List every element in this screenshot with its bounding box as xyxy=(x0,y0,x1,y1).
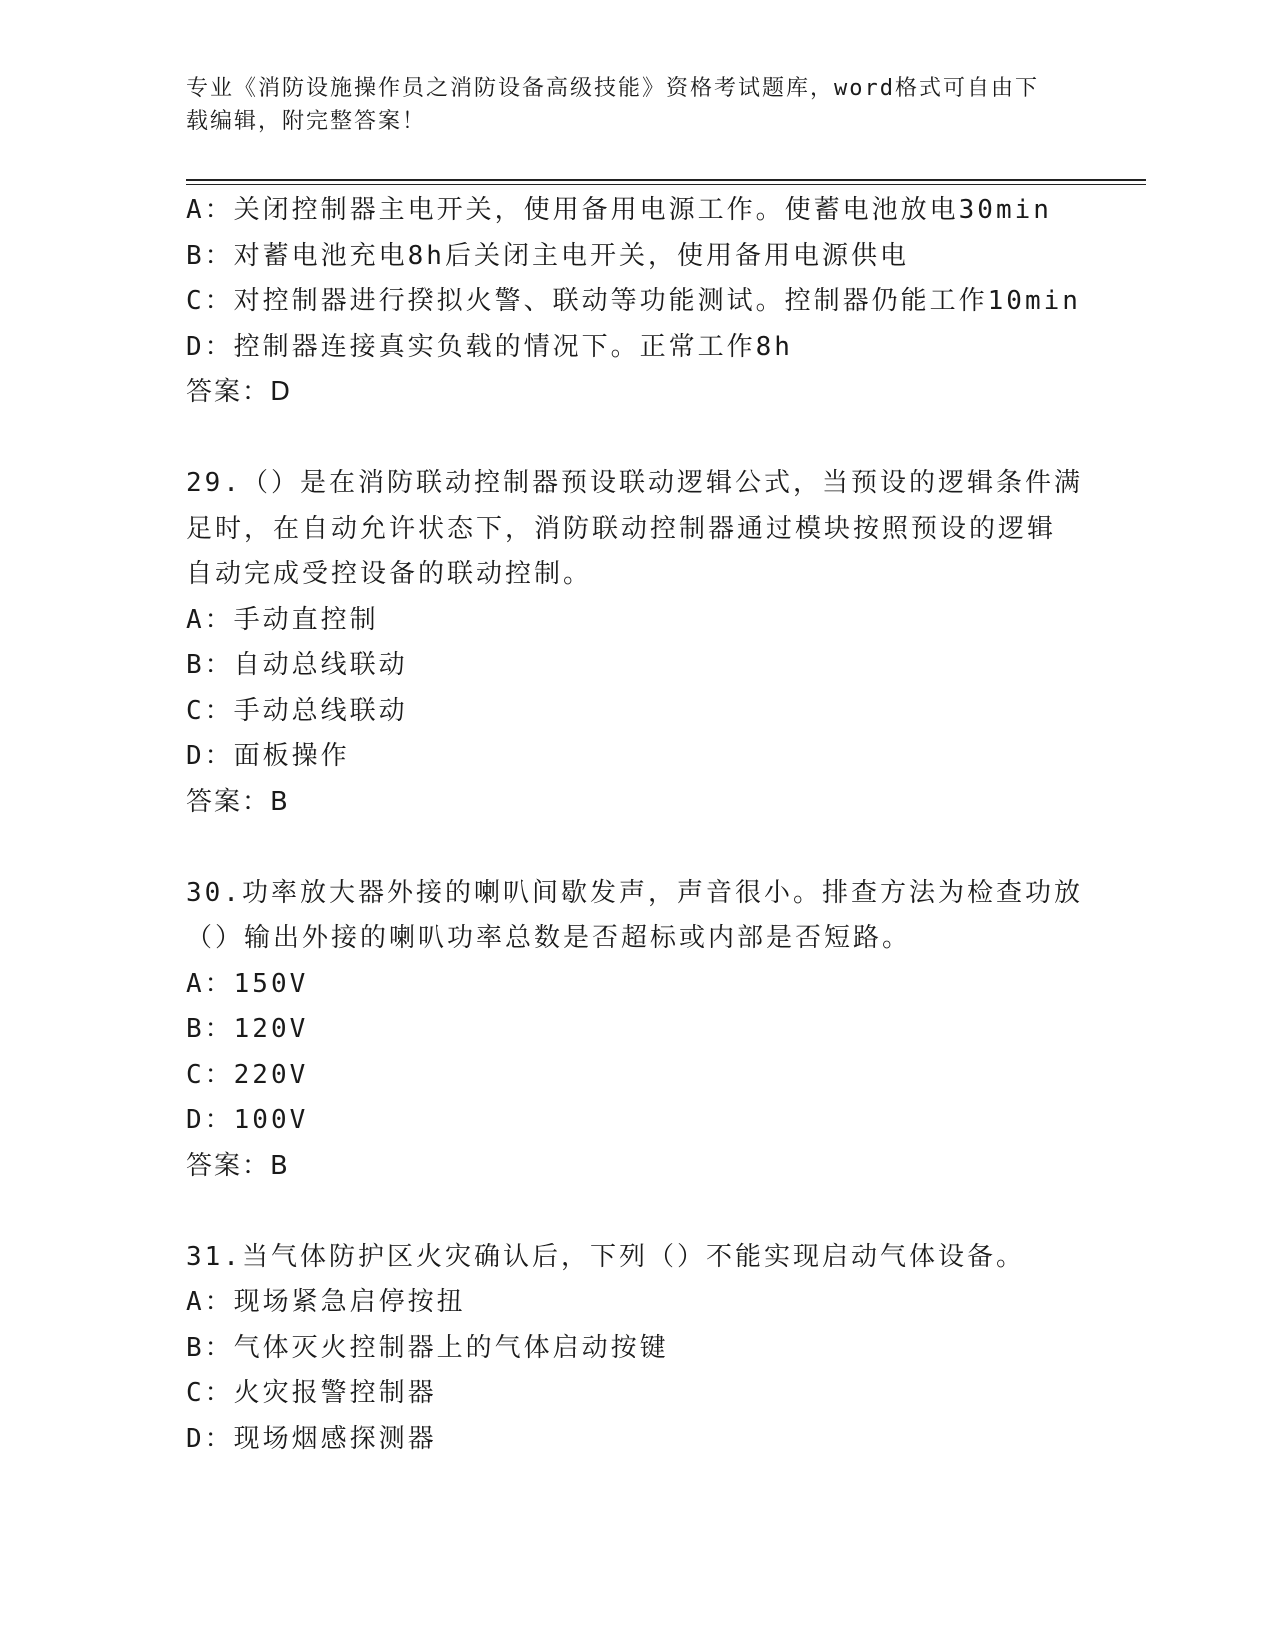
spacer xyxy=(186,825,1086,871)
question-31 xyxy=(186,1235,1086,1463)
question-stem-line: 31.当气体防护区火灾确认后，下列（）不能实现启动气体设备。 xyxy=(186,1241,1025,1272)
option-d: D：控制器连接真实负载的情况下。正常工作8h xyxy=(186,331,793,362)
option-c: C：火灾报警控制器 xyxy=(186,1378,437,1408)
header-rule-thick xyxy=(186,179,1146,181)
question-stem-line: 29.（）是在消防联动控制器预设联动逻辑公式，当预设的逻辑条件满 xyxy=(186,468,1083,498)
option-b: B：120V xyxy=(186,1014,309,1044)
option-b: B：气体灭火控制器上的气体启动按键 xyxy=(186,1332,669,1363)
header-line-2: 载编辑，附完整答案！ xyxy=(186,109,427,134)
option-a: A：现场紧急启停按扭 xyxy=(186,1287,466,1317)
option-a: A：关闭控制器主电开关，使用备用电源工作。使蓄电池放电30min xyxy=(186,195,1052,225)
answer-line: 答案：B xyxy=(186,1150,290,1181)
option-c: C：对控制器进行揆拟火警、联动等功能测试。控制器仍能工作10min xyxy=(186,286,1081,316)
question-stem-line: 自动完成受控设备的联动控制。 xyxy=(186,559,593,589)
option-a: A：150V xyxy=(186,968,309,999)
option-d: D：现场烟感探测器 xyxy=(186,1423,437,1454)
document-header xyxy=(186,72,1086,138)
question-29 xyxy=(186,461,1086,825)
answer-line: 答案：B xyxy=(186,786,290,817)
answer-line: 答案：D xyxy=(186,377,293,407)
option-b: B：自动总线联动 xyxy=(186,650,408,680)
question-stem-line: （）输出外接的喇叭功率总数是否超标或内部是否短路。 xyxy=(186,923,912,953)
option-d: D：100V xyxy=(186,1105,309,1135)
spacer xyxy=(186,1189,1086,1235)
spacer xyxy=(186,416,1086,462)
question-30 xyxy=(186,871,1086,1190)
option-c: C：220V xyxy=(186,1059,309,1090)
question-28 xyxy=(186,188,1086,416)
header-line-1: 专业《消防设施操作员之消防设备高级技能》资格考试题库，word格式可自由下 xyxy=(186,76,1039,101)
question-stem-line: 30.功率放大器外接的喇叭间歇发声，声音很小。排查方法为检查功放 xyxy=(186,877,1083,908)
question-list xyxy=(186,188,1086,1462)
option-b: B：对蓄电池充电8h后关闭主电开关，使用备用电源供电 xyxy=(186,240,909,271)
option-d: D：面板操作 xyxy=(186,741,350,771)
option-a: A：手动直控制 xyxy=(186,604,379,635)
header-rule-thin xyxy=(186,184,1146,185)
option-c: C：手动总线联动 xyxy=(186,695,408,726)
question-stem-line: 足时，在自动允许状态下，消防联动控制器通过模块按照预设的逻辑 xyxy=(186,513,1057,544)
